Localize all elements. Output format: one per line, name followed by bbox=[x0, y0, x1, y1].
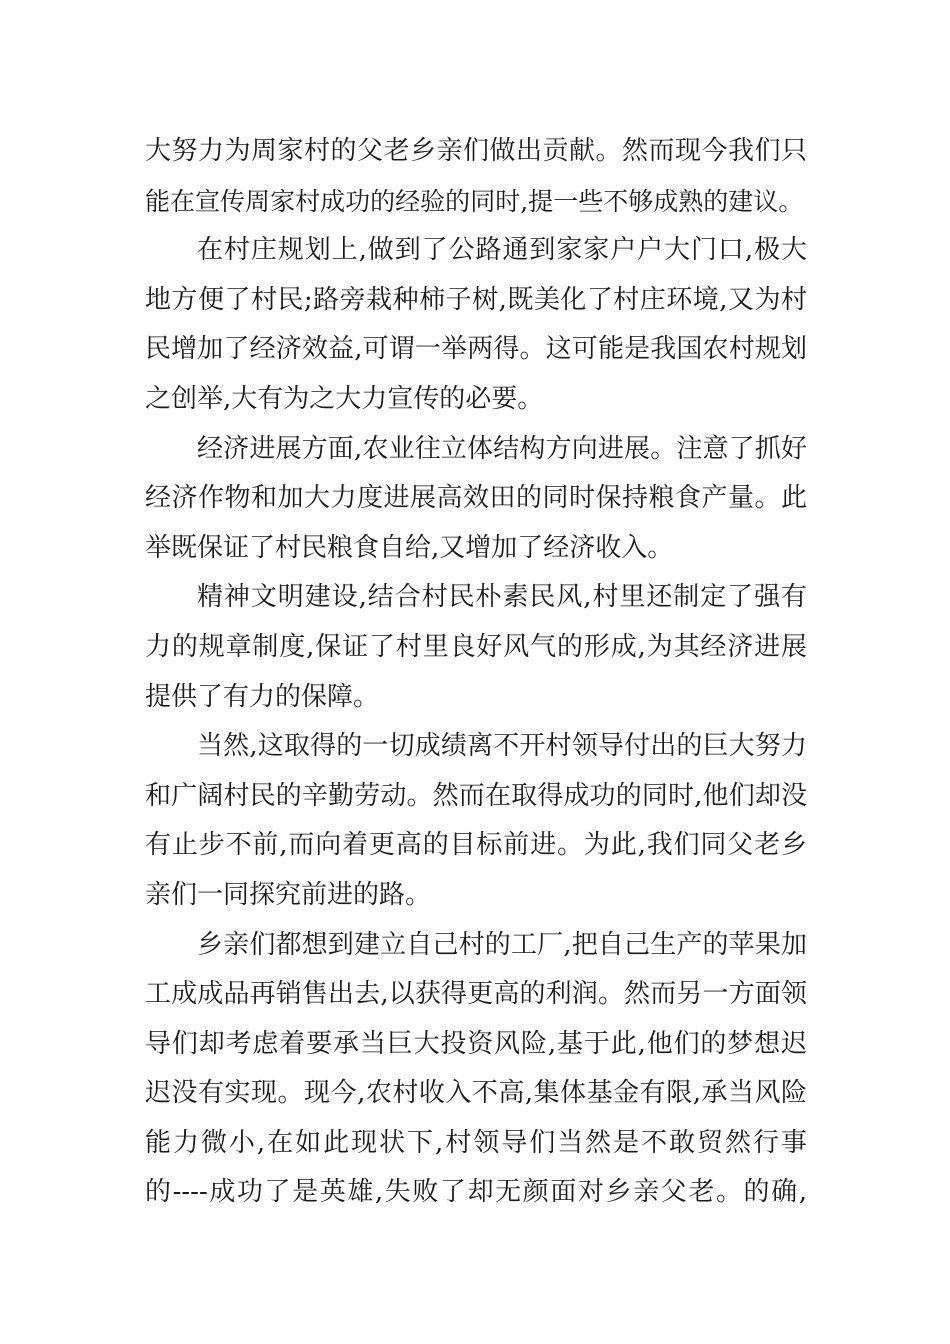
text-line: 当然,这取得的一切成绩离不开村领导付出的巨大努力 bbox=[197, 731, 807, 762]
text-line: 经济进展方面,农业往立体结构方向进展。注意了抓好 bbox=[197, 433, 807, 464]
text-line: 举既保证了村民粮食自给,又增加了经济收入。 bbox=[145, 532, 674, 563]
text-line: 导们却考虑着要承当巨大投资风险,基于此,他们的梦想迟 bbox=[145, 1028, 807, 1059]
text-line: 地方便了村民;路旁栽种柿子树,既美化了村庄环境,又为村 bbox=[145, 284, 807, 315]
text-line: 有止步不前,而向着更高的目标前进。为此,我们同父老乡 bbox=[145, 830, 807, 861]
text-line: 迟没有实现。现今,农村收入不高,集体基金有限,承当风险 bbox=[145, 1078, 807, 1109]
text-line: 民增加了经济效益,可谓一举两得。这可能是我国农村规划 bbox=[145, 334, 807, 365]
text-line: 亲们一同探究前进的路。 bbox=[145, 879, 432, 910]
text-line: 和广阔村民的辛勤劳动。然而在取得成功的同时,他们却没 bbox=[145, 780, 807, 811]
text-line: 大努力为周家村的父老乡亲们做出贡献。然而现今我们只 bbox=[145, 136, 807, 166]
text-line: 工成成品再销售出去,以获得更高的利润。然而另一方面领 bbox=[145, 979, 807, 1010]
text-line: 经济作物和加大力度进展高效田的同时保持粮食产量。此 bbox=[145, 483, 807, 514]
text-line: 能力微小,在如此现状下,村领导们当然是不敢贸然行事 bbox=[145, 1127, 807, 1158]
text-line: 乡亲们都想到建立自己村的工厂,把自己生产的苹果加 bbox=[197, 929, 807, 960]
text-line: 提供了有力的保障。 bbox=[145, 681, 380, 712]
text-line: 的----成功了是英雄,失败了却无颜面对乡亲父老。的确, bbox=[145, 1177, 807, 1208]
document-body bbox=[145, 127, 807, 1218]
text-line: 精神文明建设,结合村民朴素民风,村里还制定了强有 bbox=[197, 582, 807, 613]
text-line: 力的规章制度,保证了村里良好风气的形成,为其经济进展 bbox=[145, 631, 807, 662]
text-line: 在村庄规划上,做到了公路通到家家户户大门口,极大 bbox=[197, 235, 807, 266]
text-line: 能在宣传周家村成功的经验的同时,提一些不够成熟的建议。 bbox=[145, 186, 804, 216]
text-line: 之创举,大有为之大力宣传的必要。 bbox=[145, 383, 544, 414]
